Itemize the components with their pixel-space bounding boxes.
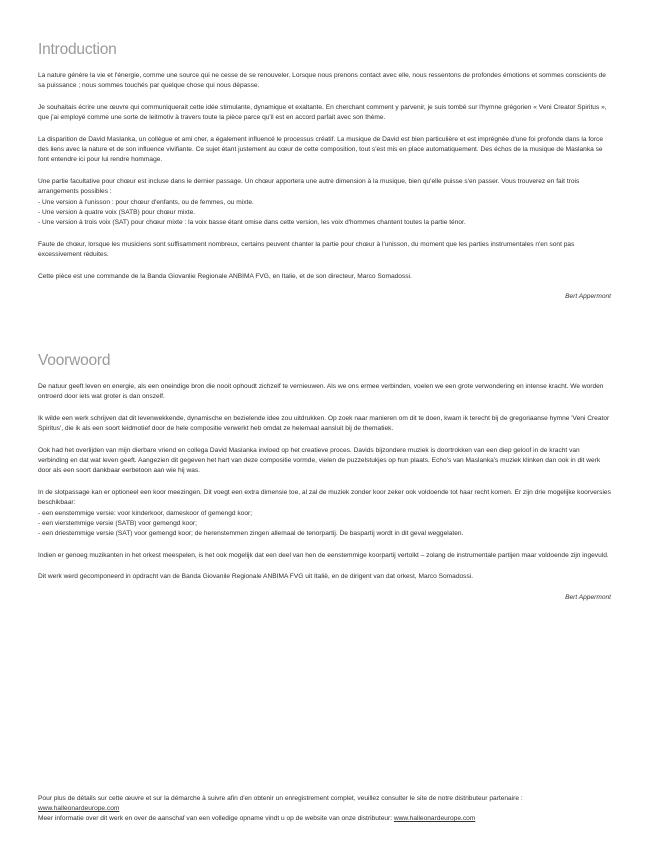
french-choir-option: - Une version à l'unisson : pour chœur d'enfants, ou de femmes, ou mixte. [38, 198, 254, 206]
footer-dutch-text: Meer informatie over dit werk en over de aanschaf van een volledige opname vindt u op de website van onze distributeur: [38, 815, 394, 823]
dutch-choir-option: - een vierstemmige versie (SATB) voor gemengd koor; [38, 520, 197, 528]
french-choir-option: - Une version à trois voix (SAT) pour chœur mixte : la voix basse étant omise dans cette version, les voix d'hommes chantent toutes la partie ténor. [38, 219, 466, 227]
french-paragraph-1: La nature génère la vie et l'énergie, comme une source qui ne cesse de se renouveler. Lorsque nous prenons contact avec elle, nous ressentons de profondes émotions et sommes conscients de sa puissance ; nous sommes touchés par quelque chose qui nous dépasse. [38, 72, 606, 90]
french-choir-intro: Une partie facultative pour chœur est incluse dans le dernier passage. Un chœur apportera une autre dimension à la musique, bien qu'elle puisse s'en passer. Vous trouverez en fait trois arrangements possibles : [38, 177, 580, 196]
dutch-paragraph-5: Indien er genoeg muzikanten in het orkest meespelen, is het ook mogelijk dat een deel van hen de eenstemmige koorpartij vertolkt – zolang de instrumentale partijen maar voldoende zijn ingevuld. [38, 551, 609, 559]
footer-dutch-link[interactable]: www.halleonardeurope.com [393, 815, 476, 823]
footer [38, 794, 611, 825]
dutch-choir-option: - een driestemmige versie (SAT) voor gemengd koor; de herenstemmen zingen allemaal de tenorpartij. De baspartij wordt in dit geval weggelaten. [38, 530, 464, 538]
french-paragraph-6: Cette pièce est une commande de la Banda Giovanlie Regionale ANBIMA FVG, en Italie, et de son directeur, Marco Somadossi. [38, 272, 412, 280]
footer-french-text: Pour plus de détails sur cette œuvre et sur la démarche à suivre afin d'en obtenir un enregistrement complet, veuillez consulter le site de notre distributeur partenaire : [38, 795, 523, 802]
dutch-paragraph-2: Ik wilde een werk schrijven dat dit levenwekkende, dynamische en bezielende idee zou uitdrukken. Op zoek naar manieren om dit te doen, kwam ik terecht bij de gregoriaanse hymne 'Veni Creator Spiritus', die ik als een soort leidmotief door de hele compositie verwerkt heb omdat ze helemaal aansluit bij de thematiek. [38, 414, 610, 433]
dutch-section [38, 352, 611, 601]
dutch-choir-intro: In de slotpassage kan er optioneel een koor meezingen. Dit voegt een extra dimensie toe, al zal de muziek zonder koor zeker ook voldoende tot haar recht komen. Er zijn drie mogelijke koorversies beschikbaar: [38, 488, 611, 507]
french-signature: Bert Appermont [565, 293, 611, 301]
french-paragraph-2: Je souhaitais écrire une œuvre qui communiquerait cette idée stimulante, dynamique et exaltante. En cherchant comment y parvenir, je suis tombé sur l'hymne grégorien « Veni Creator Spiritus », que j'ai employé comme une sorte de leitmotiv à travers toute la pièce parce qu'il est en accord parfait avec son thème. [38, 103, 607, 122]
french-paragraph-5: Faute de chœur, lorsque les musiciens sont suffisamment nombreux, certains peuvent chanter la partie pour chœur à l'unisson, du moment que les parties instrumentales n'en sont pas excessivement réduites. [38, 240, 575, 259]
dutch-paragraph-4 [38, 488, 611, 540]
dutch-signature: Bert Appermont [565, 593, 611, 601]
dutch-paragraph-6: Dit werk werd gecomponeerd in opdracht van de Banda Giovanile Regionale ANBIMA FVG uit Italië, en de dirigent van dat orkest, Marco Somadossi. [38, 573, 474, 581]
dutch-choir-option: - een eenstemmige versie: voor kinderkoor, dameskoor of gemengd koor; [38, 509, 253, 517]
french-heading: Introduction [38, 41, 117, 58]
dutch-heading: Voorwoord [38, 352, 111, 369]
dutch-paragraph-1: De natuur geeft leven en energie, als een oneindige bron die nooit ophoudt zichzelf te vernieuwen. Als we ons ermee verbinden, voelen we een grote verwondering en intense kracht. We worden ontroerd door iets wat groter is dan onszelf. [38, 383, 604, 401]
french-section [38, 41, 611, 300]
dutch-paragraph-3: Ook had het overlijden van mijn dierbare vriend en collega David Maslanka invloed op het creatieve proces. Davids bijzondere muziek is doortrokken van een diep geloof in de kracht van verbinding en dat wat leven geeft. Aangezien dit gegeven het hart van deze compositie vormde, vielen de puzzelstukjes op hun plaats. Echo's van Maslanka's muziek klinken dan ook in dit werk door als een soort dankbaar eerbetoon aan wie hij was. [38, 446, 601, 475]
french-paragraph-3: La disparition de David Maslanka, un collègue et ami cher, a également influencé le processus créatif. La musique de David est bien particulière et est imprégnée d'une foi profonde dans la force des liens avec la nature et de son influence vivifiante. Ce sujet étant justement au cœur de cette composition, tout s'est mis en place automatiquement. Des échos de la musique de Maslanka se font entendre ici pour lui rendre hommage. [38, 135, 603, 164]
footer-french-link[interactable]: www.halleonardeurope.com [38, 805, 120, 813]
french-paragraph-4 [38, 177, 611, 229]
french-choir-option: - Une version à quatre voix (SATB) pour chœur mixte. [38, 209, 196, 217]
footer-dutch-line [38, 814, 611, 824]
